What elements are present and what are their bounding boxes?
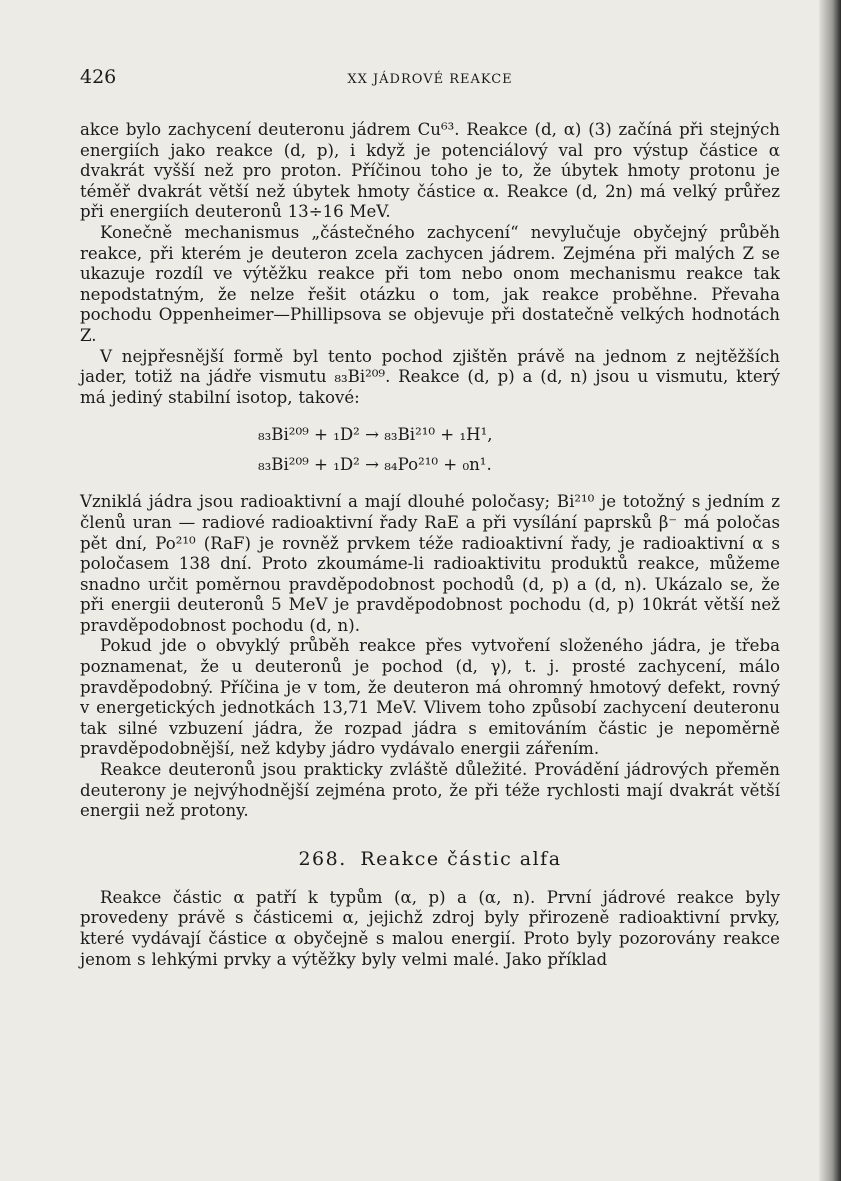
section-title: Reakce částic alfa: [360, 847, 562, 870]
reaction-equations: [258, 420, 780, 480]
section-heading: [80, 848, 780, 870]
paragraph-deuteron-capture: akce bylo zachycení deuteronu jádrem Cu⁶³. Reakce (d, α) (3) začíná při stejných energiích jako reakce (d, p), i když je potenciálový val pro výstup částice α dvakrát vyšší než pro proton. Příčinou toho je to, že úbytek hmoty protonu je téměř dvakrát větší než úbytek hmoty částice α. Reakce (d, 2n) má velký průřez při energiích deuteronů 13÷16 MeV.: [80, 120, 780, 222]
book-page: [80, 66, 780, 970]
paragraph-radioactive-products: Vzniklá jádra jsou radioaktivní a mají dlouhé poločasy; Bi²¹⁰ je totožný s jedním z členů uran — radiové radioaktivní řady RaE a při vysílání paprsků β⁻ má poločas pět dní, Po²¹⁰ (RaF) je rovněž prvkem téže radioaktivní řady, je radioaktivní α s poločasem 138 dní. Proto zkoumáme-li radioaktivitu produktů reakce, můžeme snadno určit poměrnou pravděpodobnost pochodů (d, p) a (d, n). Ukázalo se, že při energii deuteronů 5 MeV je pravděpodobnost pochodu (d, p) 10krát větší než pravděpodobnost pochodu (d, n).: [80, 492, 780, 635]
paragraph-deuteron-importance: Reakce deuteronů jsou prakticky zvláště důležité. Provádění jádrových přeměn deuterony je nejvýhodnější zejména proto, že při téže rychlosti mají dvakrát větší energii než protony.: [80, 760, 780, 821]
equation-d-p: ₈₃Bi²⁰⁹ + ₁D² → ₈₃Bi²¹⁰ + ₁H¹,: [258, 425, 493, 445]
page-header: [80, 66, 780, 106]
paragraph-partial-capture: Konečně mechanismus „částečného zachycení“ nevylučuje obyčejný průběh reakce, při kterém je deuteron zcela zachycen jádrem. Zejména při malých Z se ukazuje rozdíl ve výtěžku reakce při tom nebo onom mechanismu reakce tak nepodstatným, že nelze řešit otázku o tom, jak reakce proběhne. Převaha pochodu Oppenheimer—Phillipsova se objevuje při dostatečně velkých hodnotách Z.: [80, 222, 780, 345]
section-number: 268.: [298, 847, 347, 870]
page-edge-shadow: [819, 0, 841, 1181]
paragraph-bismuth: V nejpřesnější formě byl tento pochod zjištěn právě na jednom z nejtěžších jader, totiž na jádře vismutu ₈₃Bi²⁰⁹. Reakce (d, p) a (d, n) jsou u vismutu, který má jediný stabilní isotop, takové:: [80, 346, 780, 407]
running-head: XX JÁDROVÉ REAKCE: [347, 72, 513, 87]
equation-d-n: ₈₃Bi²⁰⁹ + ₁D² → ₈₄Po²¹⁰ + ₀n¹.: [258, 455, 492, 475]
paragraph-alpha-reactions: Reakce částic α patří k typům (α, p) a (α, n). První jádrové reakce byly provedeny právě s částicemi α, jejichž zdroj byly přirozeně radioaktivní prvky, které vydávají částice α obyčejně s malou energií. Proto byly pozorovány reakce jenom s lehkými prvky a výtěžky byly velmi malé. Jako příklad: [80, 887, 780, 969]
page-number: 426: [80, 66, 117, 88]
paragraph-compound-nucleus: Pokud jde o obvyklý průběh reakce přes vytvoření složeného jádra, je třeba poznamenat, že u deuteronů je pochod (d, γ), t. j. prosté zachycení, málo pravděpodobný. Příčina je v tom, že deuteron má ohromný hmotový defekt, rovný v energetických jednotkách 13,71 MeV. Vlivem toho způsobí zachycení deuteronu tak silné vzbuzení jádra, že rozpad jádra s emitováním částic je nepoměrně pravděpodobnější, než kdyby jádro vydávalo energii zářením.: [80, 636, 780, 759]
